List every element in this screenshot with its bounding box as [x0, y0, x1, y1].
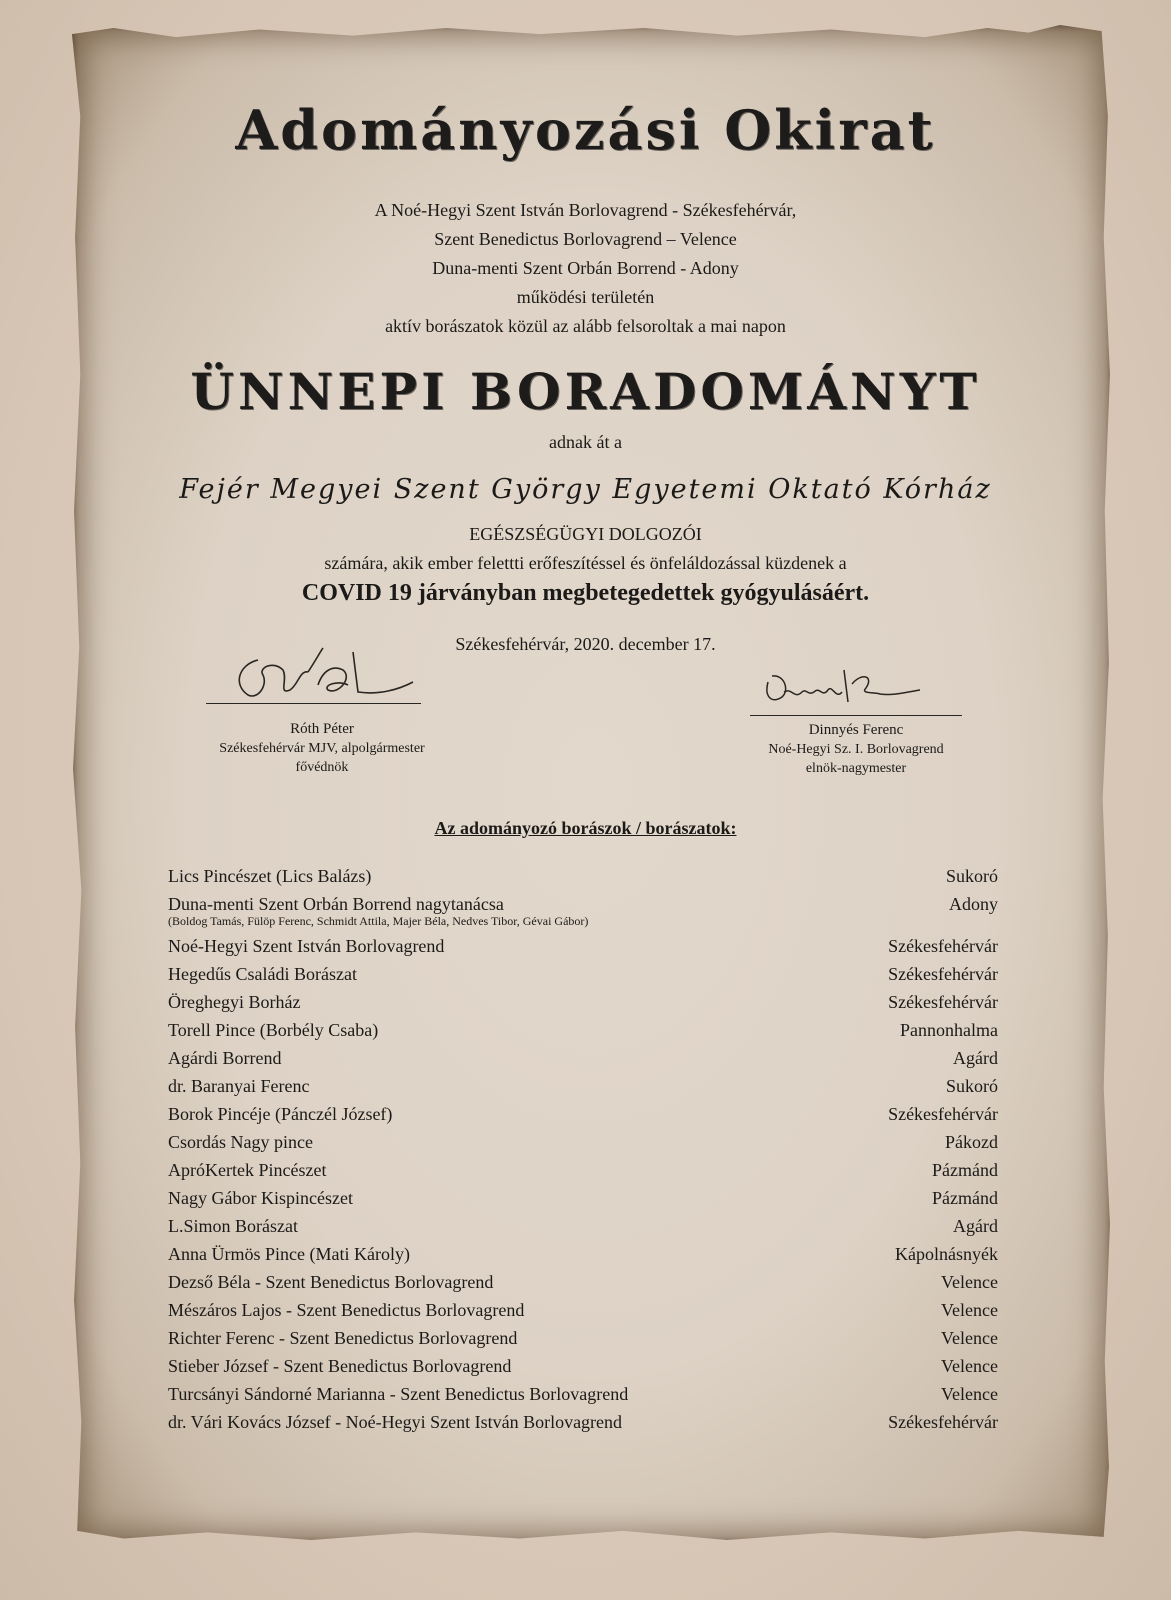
signatory-right-role: Noé-Hegyi Sz. I. Borlovagrend: [768, 742, 944, 757]
donor-city: Velence: [941, 1384, 998, 1404]
signatory-left-title: fővédnök: [295, 760, 349, 775]
signature-line-left: [206, 703, 421, 704]
intro-line: működési területén: [516, 287, 655, 307]
donor-name: Agárdi Borrend: [168, 1048, 282, 1068]
donor-city: Székesfehérvár: [888, 1412, 998, 1432]
donor-city: Adony: [949, 894, 998, 914]
donor-name: Duna-menti Szent Orbán Borrend nagytanácsa: [168, 894, 504, 914]
donor-note: [168, 914, 998, 932]
donor-name: Richter Ferenc - Szent Benedictus Borlovagrend: [168, 1328, 518, 1348]
donor-name: Csordás Nagy pince: [168, 1132, 313, 1152]
donor-row: [168, 1100, 998, 1128]
donor-name: Torell Pince (Borbély Csaba): [168, 1020, 379, 1040]
donor-city: Kápolnásnyék: [895, 1244, 998, 1264]
donor-row: [168, 932, 998, 960]
donor-city: Velence: [941, 1356, 998, 1376]
donor-city: Sukoró: [945, 866, 998, 886]
donor-name: dr. Vári Kovács József - Noé-Hegyi Szent István Borlovagrend: [168, 1412, 623, 1432]
donor-row: [168, 1352, 998, 1380]
donor-city: Székesfehérvár: [888, 964, 998, 984]
signatory-right-name: Dinnyés Ferenc: [808, 722, 904, 738]
donor-row: [168, 1016, 998, 1044]
covid-line: COVID 19 járványban megbetegedettek gyógyulásáért.: [301, 580, 870, 606]
donor-city: Székesfehérvár: [888, 1104, 998, 1124]
donor-name: Anna Ürmös Pince (Mati Károly): [168, 1244, 410, 1264]
donor-city: Székesfehérvár: [888, 936, 998, 956]
donor-name: Stieber József - Szent Benedictus Borlovagrend: [168, 1356, 512, 1376]
gift-title: ÜNNEPI BORADOMÁNYT: [190, 362, 981, 421]
intro-text: [0, 196, 1171, 341]
donor-row: [168, 1212, 998, 1240]
donor-row: [168, 1296, 998, 1324]
signature-line-right: [750, 715, 962, 716]
donor-name: Turcsányi Sándorné Marianna - Szent Benedictus Borlovagrend: [168, 1384, 629, 1404]
donor-row: [168, 1324, 998, 1352]
donor-city: Agárd: [953, 1048, 998, 1068]
donor-name: Dezső Béla - Szent Benedictus Borlovagrend: [168, 1272, 494, 1292]
donor-row: [168, 960, 998, 988]
donor-city: Agárd: [953, 1216, 998, 1236]
donor-row: [168, 1240, 998, 1268]
donor-name: ApróKertek Pincészet: [168, 1160, 327, 1180]
signature-left-image: [228, 640, 418, 710]
signatory-right-title: elnök-nagymester: [805, 761, 907, 776]
donor-list: [168, 862, 998, 1436]
donor-row: [168, 1408, 998, 1436]
intro-line: Szent Benedictus Borlovagrend – Velence: [434, 229, 737, 249]
intro-line: A Noé-Hegyi Szent István Borlovagrend - Székesfehérvár,: [374, 200, 797, 220]
donor-row: [168, 1268, 998, 1296]
donor-name: Öreghegyi Borház: [168, 992, 301, 1012]
signatory-left: [172, 720, 472, 777]
donor-city: Pákozd: [945, 1132, 998, 1152]
donor-row: [168, 1156, 998, 1184]
intro-line: Duna-menti Szent Orbán Borrend - Adony: [432, 258, 739, 278]
donor-city: Székesfehérvár: [888, 992, 998, 1012]
donors-heading: Az adományozó borászok / borászatok:: [434, 818, 737, 838]
recipients-text: EGÉSZSÉGÜGYI DOLGOZÓI: [469, 524, 702, 544]
donor-note-text: (Boldog Tamás, Fülöp Ferenc, Schmidt Attila, Majer Béla, Nedves Tibor, Gévai Gábor): [168, 914, 589, 928]
donor-row: [168, 1072, 998, 1100]
donor-city: Velence: [941, 1300, 998, 1320]
intro-line: aktív borászatok közül az alább felsoroltak a mai napon: [385, 316, 786, 336]
signatory-left-name: Róth Péter: [290, 721, 354, 737]
handover-text: adnak át a: [549, 432, 622, 452]
donor-row: [168, 862, 998, 890]
donor-name: Hegedűs Családi Borászat: [168, 964, 357, 984]
donor-row: [168, 988, 998, 1016]
donor-city: Pázmánd: [932, 1188, 998, 1208]
donor-name: Noé-Hegyi Szent István Borlovagrend: [168, 936, 445, 956]
signature-right-image: [762, 662, 922, 712]
donor-row: [168, 1380, 998, 1408]
donor-name: Nagy Gábor Kispincészet: [168, 1188, 353, 1208]
certificate-title: Adományozási Okirat: [235, 98, 936, 162]
donor-name: Mészáros Lajos - Szent Benedictus Borlovagrend: [168, 1300, 525, 1320]
signatory-left-role: Székesfehérvár MJV, alpolgármester: [219, 741, 425, 756]
donor-city: Pázmánd: [932, 1160, 998, 1180]
donor-row: [168, 1128, 998, 1156]
donor-city: Velence: [941, 1272, 998, 1292]
donor-name: dr. Baranyai Ferenc: [168, 1076, 310, 1096]
signatory-right: [706, 721, 1006, 778]
hospital-name: Fejér Megyei Szent György Egyetemi Oktató Kórház: [179, 474, 992, 505]
donor-city: Velence: [941, 1328, 998, 1348]
donor-name: L.Simon Borászat: [168, 1216, 298, 1236]
donor-row: [168, 1044, 998, 1072]
place-date: Székesfehérvár, 2020. december 17.: [455, 634, 716, 654]
purpose-text: számára, akik ember felettti erőfeszítéssel és önfeláldozással küzdenek a: [324, 553, 847, 573]
donor-city: Pannonhalma: [900, 1020, 998, 1040]
donor-name: Lics Pincészet (Lics Balázs): [168, 866, 372, 886]
donor-city: Sukoró: [945, 1076, 998, 1096]
donor-name: Borok Pincéje (Pánczél József): [168, 1104, 393, 1124]
donor-row: [168, 1184, 998, 1212]
